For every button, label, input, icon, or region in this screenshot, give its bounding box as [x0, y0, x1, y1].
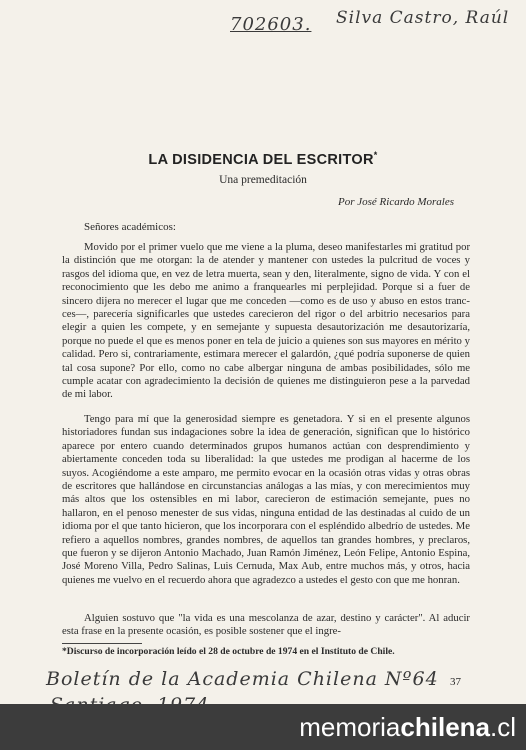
- handwritten-boletin: Boletín de la Academia Chilena Nº64: [46, 668, 439, 690]
- brand-bold: chilena: [400, 712, 490, 742]
- brand-light: memoria: [299, 712, 401, 742]
- page-subtitle: Una premeditación: [219, 174, 307, 186]
- footnote: *Discurso de incorporación leído el 28 de octubre de 1974 en el Instituto de Chile.: [62, 646, 395, 657]
- body-paragraph-1-block: [62, 241, 470, 402]
- byline: Por José Ricardo Morales: [338, 196, 454, 208]
- footnote-divider: [62, 643, 142, 644]
- body-paragraph-3-block: [62, 612, 470, 639]
- footer-bar: [0, 704, 526, 750]
- page-title: [0, 150, 526, 168]
- body-paragraph-2-block: [62, 413, 470, 587]
- memoriachilena-logo[interactable]: [299, 712, 516, 743]
- body-paragraph: Movido por el primer vuelo que me viene a la pluma, deseo manifestarles mi gratitud por la distinción que me otorgan: la de atender y mantener con ustedes la pulcritud de voces y rasgos del idioma que, en vez de letra muerta, sean y den, literalmente, signo de vida. Y con el reconocimiento que les debo me animo a franquearles mi perplejidad. Porque si a fuer de sincero dijera no merecer el lugar que me conceden —como es de uso y abuso en estos tranc-ces—, parecería significarles que ustedes carecieron del rigor o del arbitrio necesarios para elegir a quien les compete, y en semejante y supuesta desautorización me desautorizaría, porque no puede el que es menos poner en tela de juicio a quienes son sus mayores en mérito y calidad. Pero si, contrariamente, estimara merecer el galardón, ¿qué podría suponerse de quien tal cosa supone? Por ello, como no cabe albergar ninguna de ambas posibilidades, sólo me cumple acatar con agradecimiento la decisión de quienes me distinguieron pese a la parvedad de mi labor.: [62, 241, 470, 401]
- page-number: 37: [450, 676, 461, 688]
- body-paragraph: Alguien sostuvo que "la vida es una mescolanza de azar, destino y carácter". Al aducir esta frase en la presente ocasión, es posible sostener que el ingre-: [62, 612, 470, 638]
- body-paragraph: Tengo para mí que la generosidad siempre es genetadora. Y si en el presente algunos historiadores fundan sus indagaciones sobre la idea de generación, significan que lo histórico aparece por entero cuando determinados grupos humanos actúan con desprendimiento y abiertamente conceden toda su liberalidad: la que ustedes me prodigan al hacerme de los suyos. Acogiéndome a este amparo, me permito evocar en la ocasión otras vidas y otras obras de escritores que hallándose en circunstancias análogas a las mías, y con merecimientos muy más altos que los ostensibles en mi labor, carecieron de estimación semejante, pues no hallaron, en el penoso menester de sus vidas, ninguna entidad de las destinadas al cuido de un idioma por el que tanto hicieron, que los incorporara con el espléndido albedrío de ustedes. Me refiero a aquellos nombres, grandes nombres, de aquellos tan grandes hombres, y preclaros, que fueron y se dijeron Antonio Machado, Juan Ramón Jiménez, León Felipe, Antonio Espina, José Moreno Villa, Pedro Salinas, Luis Cernuda, Max Aub, entre muchos más, y otros, hacia quienes me vuelvo en el recuerdo ahora que agradezco a ustedes el gesto con que me honran.: [62, 413, 470, 586]
- title-text: LA DISIDENCIA DEL ESCRITOR: [148, 151, 374, 168]
- title-footnote-mark: *: [373, 150, 378, 160]
- brand-suffix: .cl: [490, 712, 516, 742]
- handwritten-author-note: Silva Castro, Raúl: [336, 8, 510, 28]
- handwritten-code: 702603.: [230, 14, 312, 35]
- greeting: Señores académicos:: [84, 221, 176, 233]
